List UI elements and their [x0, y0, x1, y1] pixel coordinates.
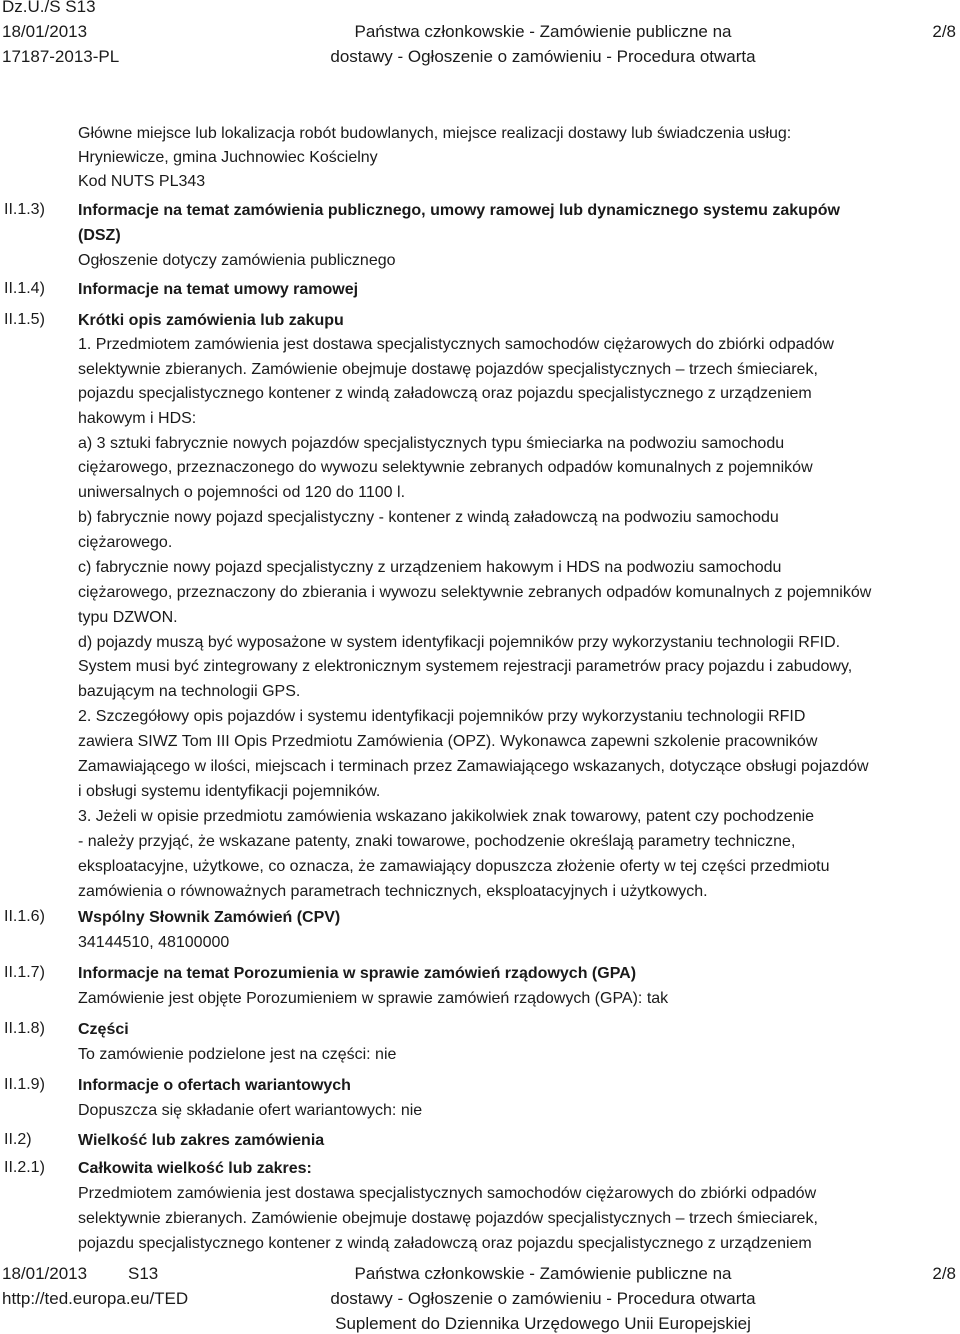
- body-text-line: a) 3 sztuki fabrycznie nowych pojazdów specjalistycznych typu śmieciarka na podwoziu samochodu: [78, 435, 785, 452]
- body-text-line: pojazdu specjalistycznego kontener z windą załadowczą oraz pojazdu specjalistycznego z urządzeniem: [78, 385, 812, 402]
- section-heading: Krótki opis zamówienia lub zakupu: [78, 312, 344, 329]
- header-date: 18/01/2013: [2, 22, 88, 41]
- section-number: II.1.8): [4, 1020, 45, 1037]
- body-text-line: Hryniewicze, gmina Juchnowiec Kościelny: [78, 149, 378, 166]
- body-text-line: 34144510, 48100000: [78, 934, 230, 951]
- header-title-line1: Państwa członkowskie - Zamówienie publiczne na: [354, 22, 732, 41]
- body-text-line: b) fabrycznie nowy pojazd specjalistyczny - kontener z windą załadowczą na podwoziu samochodu: [78, 509, 779, 526]
- body-text-line: - należy przyjąć, że wskazane patenty, znaki towarowe, pochodzenie określają parametry techniczne,: [78, 833, 796, 850]
- section-heading: Informacje na temat umowy ramowej: [78, 281, 359, 298]
- header-title-line2: dostawy - Ogłoszenie o zamówieniu - Procedura otwarta: [330, 47, 756, 66]
- section-heading: Wielkość lub zakres zamówienia: [78, 1132, 325, 1149]
- body-text-line: Dopuszcza się składanie ofert wariantowych: nie: [78, 1102, 423, 1119]
- footer-title-line3: Suplement do Dziennika Urzędowego Unii Europejskiej: [335, 1314, 751, 1333]
- body-text-line: zawiera SIWZ Tom III Opis Przedmiotu Zamówienia (OPZ). Wykonawca zapewni szkolenie pracowników: [78, 733, 818, 750]
- section-heading: Informacje o ofertach wariantowych: [78, 1077, 351, 1094]
- body-text-line: ciężarowego, przeznaczony do zbierania i wywozu selektywnie zebranych odpadów komunalnych z pojemników: [78, 584, 872, 601]
- body-text-line: Zamawiającego w ilości, miejscach i terminach przez Zamawiającego wskazanych, dotyczące obsługi pojazdów: [78, 758, 869, 775]
- body-text-line: eksploatacyjne, użytkowe, co oznacza, że zamawiający dopuszcza złożenie oferty w tej części przedmiotu: [78, 858, 830, 875]
- section-heading: (DSZ): [78, 227, 121, 244]
- footer-date: 18/01/2013: [2, 1264, 88, 1283]
- section-number: II.2): [4, 1131, 32, 1148]
- body-text-line: bazującym na technologii GPS.: [78, 683, 301, 700]
- section-number: II.1.4): [4, 280, 45, 297]
- body-text-line: selektywnie zbieranych. Zamówienie obejmuje dostawę pojazdów specjalistycznych – trzech śmieciarek,: [78, 1210, 818, 1227]
- header-journal: Dz.U./S S13: [2, 0, 96, 16]
- body-text-line: Główne miejsce lub lokalizacja robót budowlanych, miejsce realizacji dostawy lub świadczenia usług:: [78, 125, 792, 142]
- footer-page-number: 2/8: [932, 1264, 956, 1283]
- body-text-line: selektywnie zbieranych. Zamówienie obejmuje dostawę pojazdów specjalistycznych – trzech śmieciarek,: [78, 361, 818, 378]
- section-heading: Informacje na temat zamówienia publicznego, umowy ramowej lub dynamicznego systemu zakupów: [78, 202, 840, 219]
- footer-title-line2: dostawy - Ogłoszenie o zamówieniu - Procedura otwarta: [330, 1289, 756, 1308]
- body-text-line: Ogłoszenie dotyczy zamówienia publicznego: [78, 252, 396, 269]
- body-text-line: hakowym i HDS:: [78, 410, 197, 427]
- body-text-line: To zamówienie podzielone jest na części: nie: [78, 1046, 397, 1063]
- section-heading: Informacje na temat Porozumienia w sprawie zamówień rządowych (GPA): [78, 965, 637, 982]
- section-heading: Całkowita wielkość lub zakres:: [78, 1160, 312, 1177]
- section-heading: Wspólny Słownik Zamówień (CPV): [78, 909, 341, 926]
- section-number: II.1.7): [4, 964, 45, 981]
- body-text-line: zamówienia o równoważnych parametrach technicznych, eksploatacyjnych i użytkowych.: [78, 883, 708, 900]
- header-page-number: 2/8: [932, 22, 956, 41]
- section-number: II.1.6): [4, 908, 45, 925]
- body-text-line: c) fabrycznie nowy pojazd specjalistyczny z urządzeniem hakowym i HDS na podwoziu samochodu: [78, 559, 782, 576]
- body-text-line: 2. Szczegółowy opis pojazdów i systemu identyfikacji pojemników przy wykorzystaniu technologii RFID: [78, 708, 806, 725]
- footer-journal: S13: [128, 1264, 159, 1283]
- body-text-line: i obsługi systemu identyfikacji pojemników.: [78, 783, 381, 800]
- body-text-line: Przedmiotem zamówienia jest dostawa specjalistycznych samochodów ciężarowych do zbiórki odpadów: [78, 1185, 817, 1202]
- body-text-line: d) pojazdy muszą być wyposażone w system identyfikacji pojemników przy wykorzystaniu technologii RFID.: [78, 634, 841, 651]
- section-number: II.1.3): [4, 201, 45, 218]
- footer-title-line1: Państwa członkowskie - Zamówienie publiczne na: [354, 1264, 732, 1283]
- header-doc-id: 17187-2013-PL: [2, 47, 120, 66]
- body-text-line: pojazdu specjalistycznego kontener z windą załadowczą oraz pojazdu specjalistycznego z urządzeniem: [78, 1235, 812, 1252]
- body-text-line: Kod NUTS PL343: [78, 173, 206, 190]
- body-text-line: ciężarowego.: [78, 534, 173, 551]
- body-text-line: typu DZWON.: [78, 609, 178, 626]
- section-number: II.1.5): [4, 311, 45, 328]
- body-text-line: uniwersalnych o pojemności od 120 do 1100 l.: [78, 484, 406, 501]
- section-number: II.1.9): [4, 1076, 45, 1093]
- footer-url[interactable]: http://ted.europa.eu/TED: [2, 1289, 189, 1308]
- section-number: II.2.1): [4, 1159, 45, 1176]
- body-text-line: ciężarowego, przeznaczonego do wywozu selektywnie zebranych odpadów komunalnych z pojemników: [78, 459, 813, 476]
- body-text-line: 3. Jeżeli w opisie przedmiotu zamówienia wskazano jakikolwiek znak towarowy, patent czy pochodzenie: [78, 808, 815, 825]
- body-text-line: System musi być zintegrowany z elektronicznym systemem rejestracji parametrów pracy pojazdu i zabudowy,: [78, 658, 853, 675]
- body-text-line: Zamówienie jest objęte Porozumieniem w sprawie zamówień rządowych (GPA): tak: [78, 990, 669, 1007]
- body-text-line: 1. Przedmiotem zamówienia jest dostawa specjalistycznych samochodów ciężarowych do zbiórki odpadów: [78, 336, 834, 353]
- section-heading: Części: [78, 1021, 129, 1038]
